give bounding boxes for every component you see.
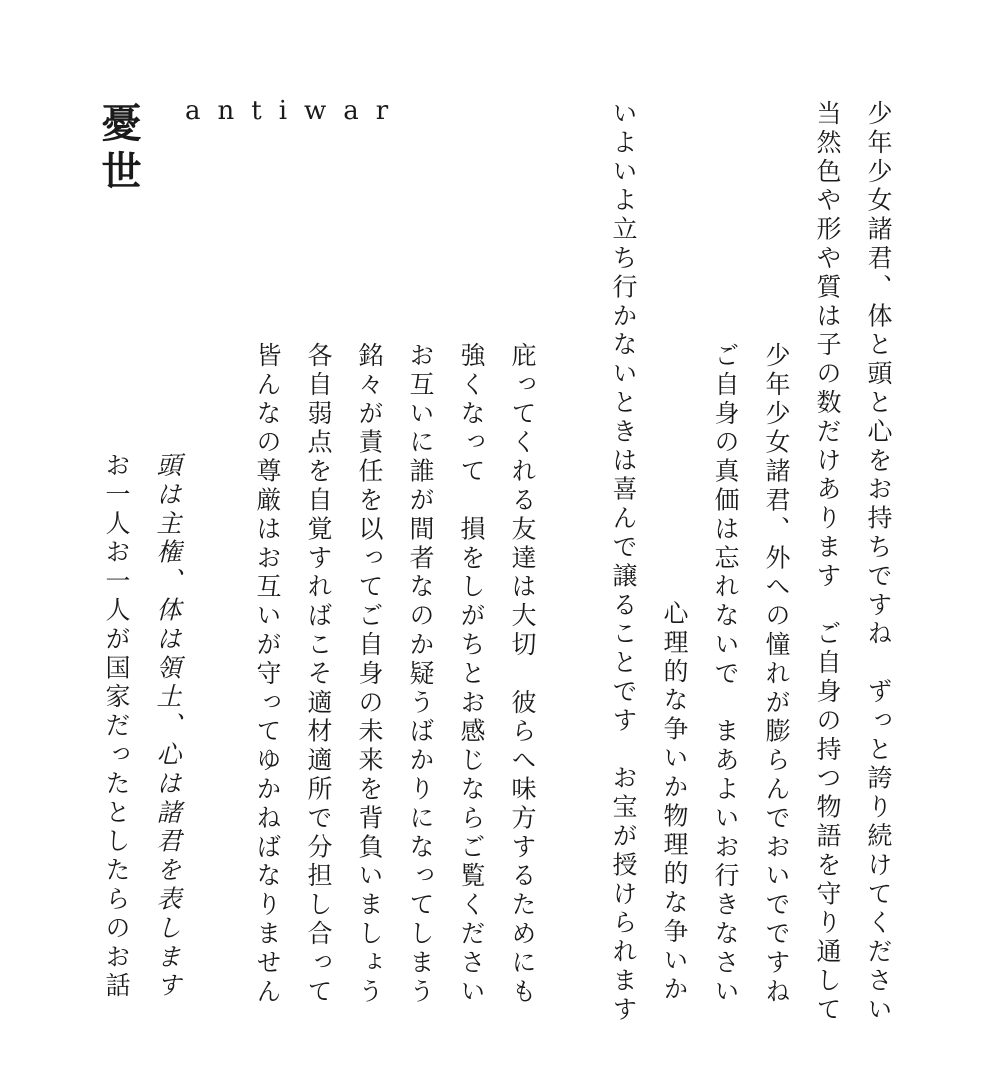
- stanza1-line-2: 当然色や形や質は子の数だけあります ご自身の持つ物語を守り通して: [813, 100, 842, 1025]
- stanza2-line-6: 皆んなの尊厳はお互いが守ってゆかねばなりません: [253, 342, 282, 1007]
- stanza1-line-4: ご自身の真価は忘れないで まあよいお行きなさい: [711, 342, 740, 1007]
- stanza1-line-6: いよいよ立ち行かないときは喜んで譲ることです お宝が授けられます: [609, 100, 638, 1025]
- stanza3-line-1: 頭は主権、体は領土、心は諸君を表します: [153, 452, 182, 1002]
- stanza2-line-5: 各自弱点を自覚すればこそ適材適所で分担し合って: [304, 342, 333, 1007]
- stanza3-line-2: お一人お一人が国家だったとしたらのお話: [102, 452, 131, 1002]
- stanza1-line-1: 少年少女諸君、体と頭と心をお持ちですね ずっと誇り続けてください: [864, 100, 893, 1025]
- stanza1-line-3: 少年少女諸君、外への憧れが膨らんでおいでですね: [762, 342, 791, 1007]
- stanza1-line-5: 心理的な争いか物理的な争いか: [660, 600, 689, 1005]
- stanza2-line-4: 銘々が責任を以ってご自身の未来を背負いましょう: [355, 342, 384, 1007]
- stanza2-line-3: お互いに誰が間者なのか疑うばかりになってしまう: [406, 342, 435, 1007]
- poem-subtitle: antiwar: [185, 96, 406, 126]
- poem-title: 憂世: [95, 102, 142, 198]
- stanza2-line-1: 庇ってくれる友達は大切 彼らへ味方するためにも: [508, 342, 537, 1007]
- stanza2-line-2: 強くなって 損をしがちとお感じならご覧ください: [457, 342, 486, 1007]
